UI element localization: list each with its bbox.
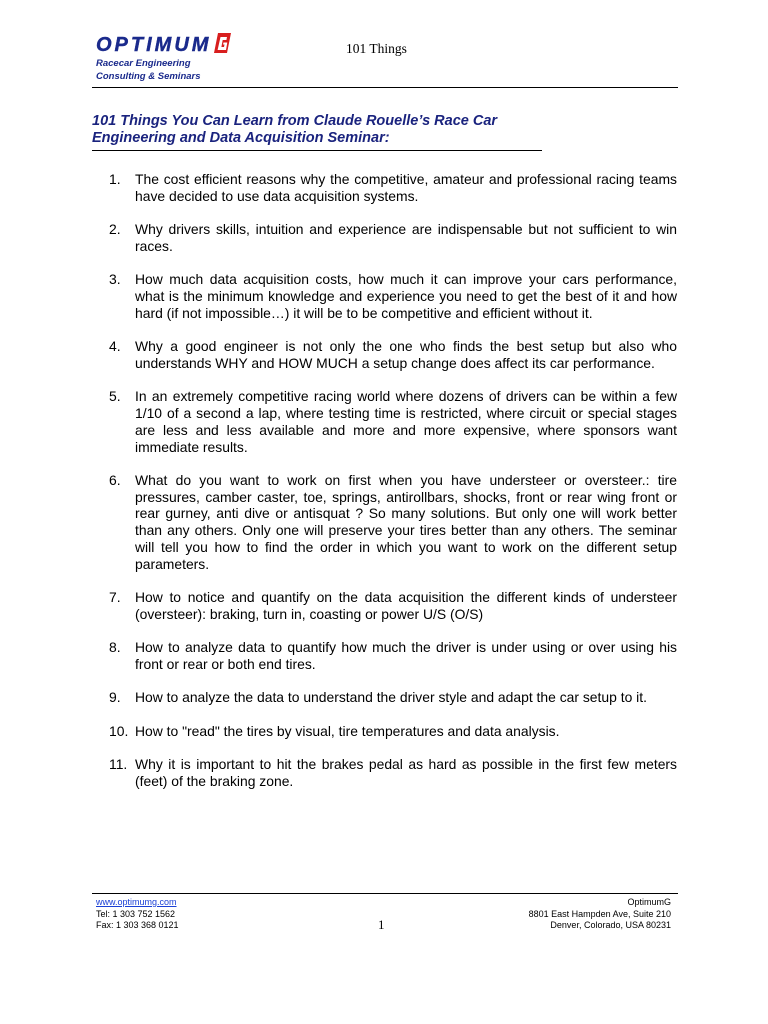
title-underline [92,150,542,151]
title-line-1: 101 Things You Can Learn from Claude Rouelle’s Race Car [92,113,498,129]
item-number: 6. [109,471,121,488]
logo-g-mark-icon [212,32,232,54]
item-text: How to notice and quantify on the data acquisition the different kinds of understeer (oversteer): braking, turn in, coasting or power U/S (O/S) [135,589,677,622]
item-number: 8. [109,639,121,656]
numbered-list [109,171,677,806]
footer-contact [96,897,179,932]
item-text: In an extremely competitive racing world where dozens of drivers can be within a few 1/10 of a second a lap, where testing time is restricted, where circuit or special stages are less and less available and more and more expensive, where sponsors want immediate results. [135,388,677,455]
optimumg-logo [96,34,232,57]
item-text: Why a good engineer is not only the one who finds the best setup but also who understands WHY and HOW MUCH a setup change does affect its car performance. [135,338,677,371]
item-text: How to analyze data to quantify how much the driver is under using or over using his front or rear or both end tires. [135,639,677,673]
list-item [109,689,677,706]
website-link[interactable]: www.optimumg.com [96,897,177,907]
tagline-line-1: Racecar Engineering [96,58,191,69]
title-line-2: Engineering and Data Acquisition Seminar: [92,130,390,146]
footer-divider [92,893,678,894]
item-number: 9. [109,689,121,706]
footer-tel: Tel: 1 303 752 1562 [96,908,176,919]
list-item [109,171,677,205]
list-item [109,756,677,790]
logo-tagline [96,57,201,83]
footer-address-line-2: Denver, Colorado, USA 80231 [550,920,671,930]
list-item [109,723,677,740]
item-number: 7. [109,589,121,606]
item-text: Why drivers skills, intuition and experience are indispensable but not sufficient to win races. [135,221,677,254]
document-title [92,113,542,147]
page-number: 1 [378,917,385,932]
item-number: 2. [109,221,121,238]
item-text: The cost efficient reasons why the competitive, amateur and professional racing teams have decided to use data acquisition systems. [135,171,677,204]
footer-company: OptimumG [627,897,671,907]
list-item [109,639,677,673]
item-text: What do you want to work on first when you have understeer or oversteer.: tire pressures, camber caster, toe, springs, antirollbars, shocks, front or rear wing front or rear gurney, anti dive or antisquat ? So many solutions. But only one will work better than any others. Only one will preserve your tires better than any others. The seminar will tell you how to find the order in which you want to work on the different setup parameters. [135,471,677,572]
list-item [109,271,677,321]
list-item [109,388,677,455]
list-item [109,221,677,255]
item-number: 5. [109,388,121,405]
item-text: How to "read" the tires by visual, tire temperatures and data analysis. [135,722,560,739]
footer-fax: Fax: 1 303 368 0121 [96,920,179,930]
item-text: How much data acquisition costs, how much it can improve your cars performance, what is the minimum knowledge and experience you need to get the best of it and how hard (if not impossible…) it will be to be competitive and efficient without it. [135,271,677,321]
item-number: 4. [109,338,121,355]
item-number: 10. [109,722,129,739]
tagline-line-2: Consulting & Seminars [96,71,201,82]
list-item [109,338,677,372]
item-number: 11. [109,755,128,772]
footer-address-line-1: 8801 East Hampden Ave, Suite 210 [528,908,671,919]
item-text: Why it is important to hit the brakes pedal as hard as possible in the first few meters (feet) of the braking zone. [135,755,677,789]
logo-wordmark: OPTIMUM [96,34,212,56]
item-number: 1. [109,171,121,187]
footer-address [529,897,671,932]
list-item [109,472,677,573]
header-divider [92,87,678,88]
item-number: 3. [109,271,121,288]
item-text: How to analyze the data to understand the driver style and adapt the car setup to it. [135,689,647,706]
list-item [109,589,677,623]
running-header-title: 101 Things [346,41,407,56]
